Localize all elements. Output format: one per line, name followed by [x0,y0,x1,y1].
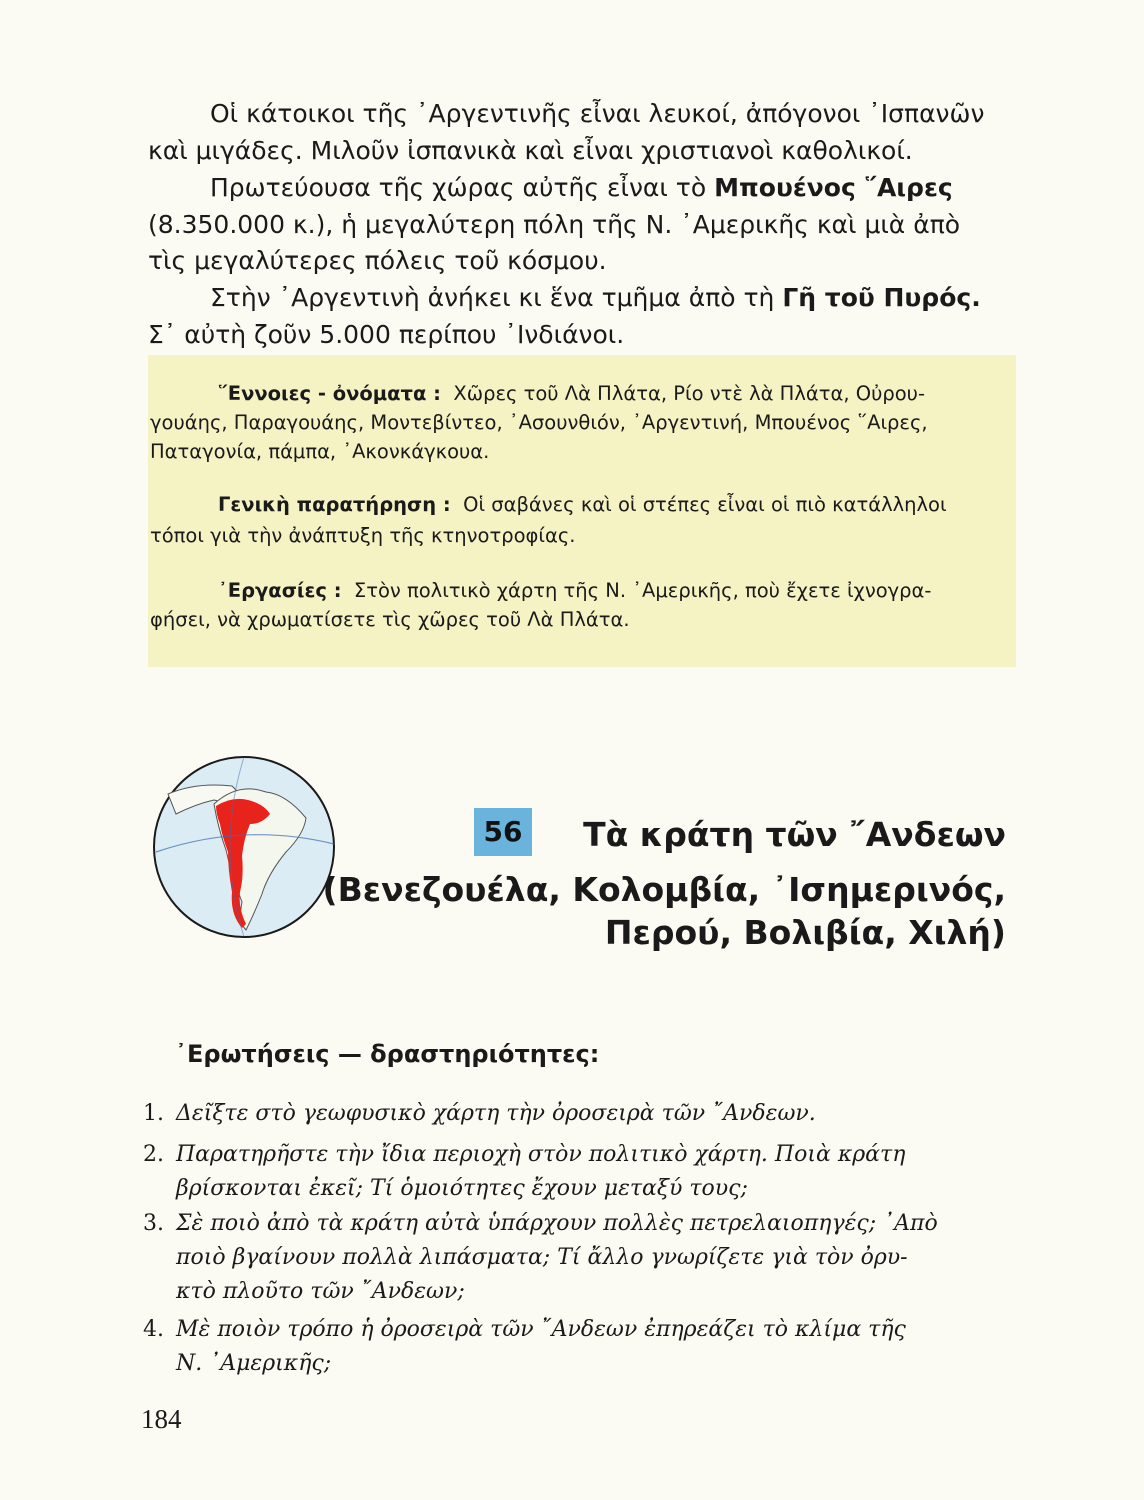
question-line: Δεῖξτε στὸ γεωφυσικὸ χάρτη τὴν ὀροσειρὰ τῶν ῎Ανδεων. [176,1101,816,1126]
lesson-subtitle: (Βενεζουέλα, Κολομβία, ᾿Ισημερινός, [322,870,1006,909]
question-number: 1. [143,1101,164,1126]
question-line: βρίσκονται ἐκεῖ; Τί ὁμοιότητες ἔχουν μεταξύ τους; [176,1176,748,1201]
tasks-label: ᾿Εργασίες : [218,579,342,602]
concepts-line: Παταγονία, πάμπα, ᾿Ακονκάγκουα. [150,440,490,463]
intro-line: Πρωτεύουσα τῆς χώρας αὐτῆς εἶναι τὸ Μπουένος ῞Αιρες [210,173,953,202]
question-number: 4. [143,1317,164,1342]
lesson-title: Τὰ κράτη τῶν ῎Ανδεων [583,815,1006,854]
question-line: Ν. ᾿Αμερικῆς; [176,1351,332,1376]
question-line: ποιὸ βγαίνουν πολλὰ λιπάσματα; Τί ἄλλο γνωρίζετε γιὰ τὸν ὀρυ- [176,1245,908,1270]
question-line: Παρατηρῆστε τὴν ἴδια περιοχὴ στὸν πολιτικὸ χάρτη. Ποιὰ κράτη [176,1142,906,1167]
lesson-subtitle: Περού, Βολιβία, Χιλή) [604,913,1006,952]
question-line: κτὸ πλοῦτο τῶν ῎Ανδεων; [176,1279,465,1304]
intro-line: Στὴν ᾿Αργεντινὴ ἀνήκει κι ἕνα τμῆμα ἀπὸ τὴ Γῆ τοῦ Πυρός. [210,283,981,312]
question-line: Μὲ ποιὸν τρόπο ἡ ὀροσειρὰ τῶν ῎Ανδεων ἐπηρεάζει τὸ κλίμα τῆς [176,1317,906,1342]
general-label: Γενικὴ παρατήρηση : [218,493,451,516]
intro-line: καὶ μιγάδες. Μιλοῦν ἰσπανικὰ καὶ εἶναι χριστιανοὶ καθολικοί. [148,136,913,165]
general-line: τόποι γιὰ τὴν ἀνάπτυξη τῆς κτηνοτροφίας. [150,524,576,547]
tasks-line: φήσει, νὰ χρωματίσετε τὶς χῶρες τοῦ Λὰ Πλάτα. [150,608,630,631]
question-line: Σὲ ποιὸ ἀπὸ τὰ κράτη αὐτὰ ὑπάρχουν πολλὲς πετρελαιοπηγές; ᾿Απὸ [176,1211,938,1236]
intro-line: (8.350.000 κ.), ἡ μεγαλύτερη πόλη τῆς Ν. ᾿Αμερικῆς καὶ μιὰ ἀπὸ [148,210,961,239]
general-line: Γενικὴ παρατήρηση : Οἱ σαβάνες καὶ οἱ στέπες εἶναι οἱ πιὸ κατάλληλοι [218,493,947,516]
concepts-line: ῞Εννοιες - ὀνόματα : Χῶρες τοῦ Λὰ Πλάτα, Ρίο ντὲ λὰ Πλάτα, Οὐρου- [218,382,925,405]
concepts-label: ῞Εννοιες - ὀνόματα : [218,382,441,405]
questions-heading: ᾿Ερωτήσεις — δραστηριότητες: [175,1040,600,1068]
intro-line: Σ᾿ αὐτὴ ζοῦν 5.000 περίπου ᾿Ινδιάνοι. [148,320,625,349]
question-number: 2. [143,1142,164,1167]
intro-line: Οἱ κάτοικοι τῆς ᾿Αργεντινῆς εἶναι λευκοί, ἀπόγονοι ᾿Ισπανῶν [210,99,985,128]
question-number: 3. [143,1211,164,1236]
tasks-line: ᾿Εργασίες : Στὸν πολιτικὸ χάρτη τῆς Ν. ᾿Αμερικῆς, ποὺ ἔχετε ἰχνογρα- [218,579,932,602]
intro-line: τὶς μεγαλύτερες πόλεις τοῦ κόσμου. [148,246,607,275]
globe-andes-map [146,752,346,952]
lesson-number-badge: 56 [474,808,532,856]
concepts-line: γουάης, Παραγουάης, Μοντεβίντεο, ᾿Ασουνθιόν, ᾿Αργεντινή, Μπουένος ῞Αιρες, [150,411,928,434]
page-number: 184 [141,1404,182,1434]
capital-name: Μπουένος ῞Αιρες [714,173,953,202]
tierra-del-fuego: Γῆ τοῦ Πυρός. [782,283,981,312]
